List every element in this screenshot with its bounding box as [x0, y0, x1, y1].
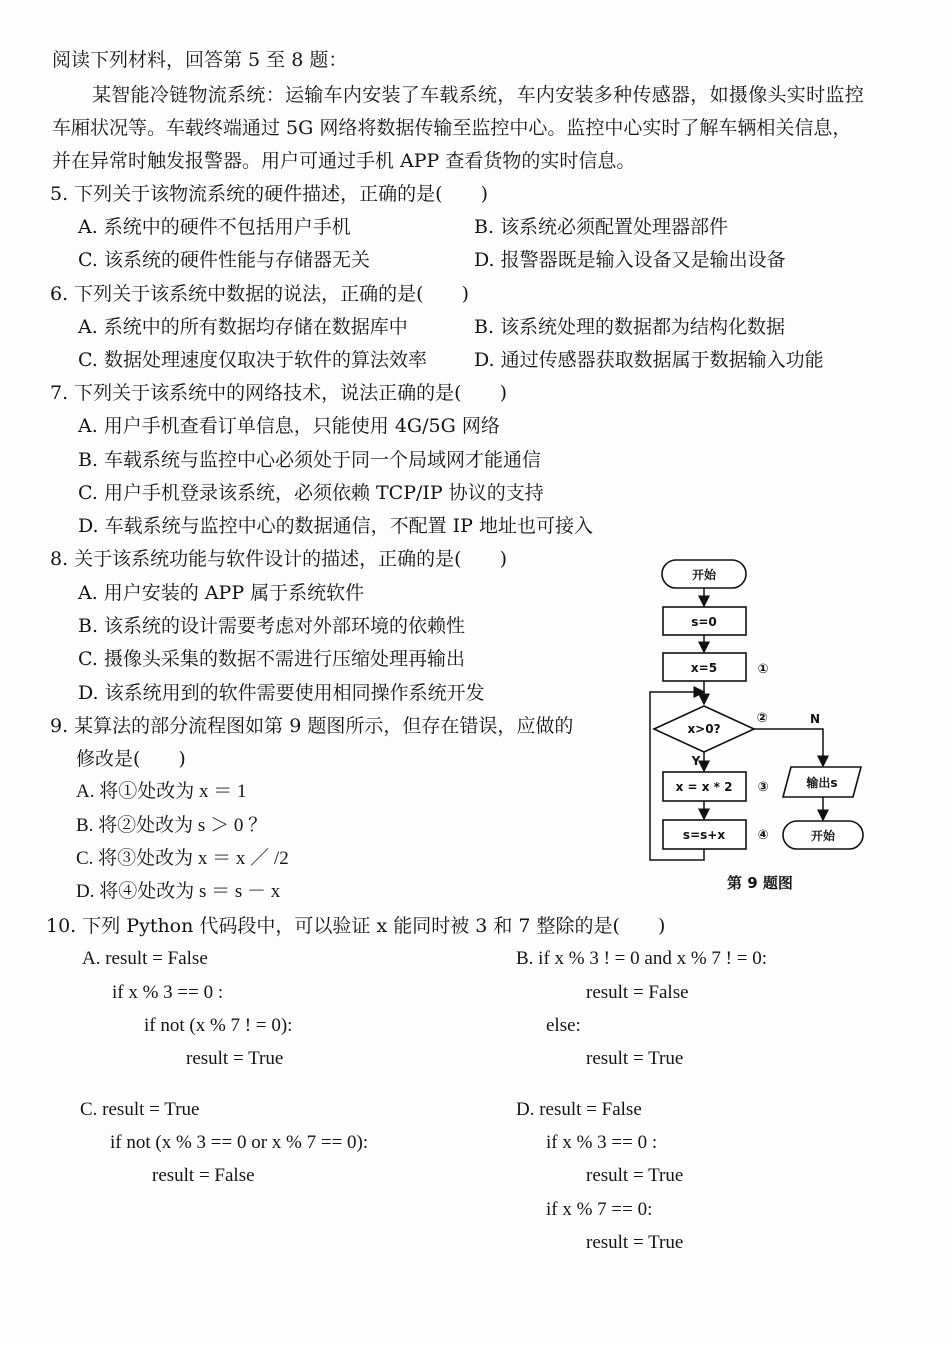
flowchart-no-label: N — [809, 712, 821, 726]
question-6-option-d: D. 通过传感器获取数据属于数据输入功能 — [474, 349, 824, 371]
question-5-option-a: A. 系统中的硬件不包括用户手机 — [78, 216, 351, 238]
question-10-option-b-code: B. if x % 3 ! = 0 and x % 7 ! = 0: — [516, 948, 767, 969]
question-10-option-a-code: result = True — [186, 1048, 284, 1069]
flowchart-x-init-label: x=5 — [690, 661, 718, 675]
flowchart-caption: 第 9 题图 — [727, 874, 793, 892]
question-7-option-d: D. 车载系统与监控中心的数据通信，不配置 IP 地址也可接入 — [78, 515, 594, 537]
flowchart-s-init-label: s=0 — [691, 615, 717, 629]
question-9-stem: 9. 某算法的部分流程图如第 9 题图所示，但存在错误，应做的 — [50, 715, 574, 737]
flowchart-start-label: 开始 — [691, 568, 717, 582]
question-9-option-a: A. 将①处改为 x ＝ 1 — [76, 781, 247, 802]
question-6-option-c: C. 数据处理速度仅取决于软件的算法效率 — [78, 349, 427, 371]
question-9-option-d: D. 将④处改为 s ＝ s － x — [76, 881, 281, 902]
flowchart-no-arrow — [754, 729, 823, 766]
question-10-option-d-code: if x % 3 == 0 : — [546, 1132, 658, 1153]
question-5-option-c: C. 该系统的硬件性能与存储器无关 — [78, 249, 370, 271]
question-10-option-a-code: A. result = False — [82, 948, 208, 969]
flowchart-accumulate-label: s=s+x — [682, 828, 726, 842]
question-10-option-d-code: result = True — [586, 1232, 684, 1253]
question-10-option-c-code: if not (x % 3 == 0 or x % 7 == 0): — [110, 1132, 369, 1153]
question-8-option-b: B. 该系统的设计需要考虑对外部环境的依赖性 — [78, 615, 466, 637]
flowchart-yes-label: Y — [691, 754, 701, 768]
question-6-option-b: B. 该系统处理的数据都为结构化数据 — [474, 316, 786, 338]
flowchart-output-label: 输出s — [806, 776, 838, 790]
passage-line: 并在异常时触发报警器。用户可通过手机 APP 查看货物的实时信息。 — [52, 150, 636, 172]
question-7-option-c: C. 用户手机登录该系统，必须依赖 TCP/IP 协议的支持 — [78, 482, 544, 504]
passage-line: 某智能冷链物流系统：运输车内安装了车载系统，车内安装多种传感器，如摄像头实时监控 — [92, 84, 865, 106]
question-8-stem: 8. 关于该系统功能与软件设计的描述，正确的是( ) — [50, 548, 507, 570]
question-10-option-d-code: D. result = False — [516, 1099, 642, 1120]
question-9-stem-continued: 修改是( ) — [76, 748, 186, 770]
question-6-stem: 6. 下列关于该系统中数据的说法，正确的是( ) — [50, 283, 469, 305]
question-10-option-c-code: result = False — [152, 1165, 255, 1186]
question-9-option-b: B. 将②处改为 s ＞ 0 ？ — [76, 815, 268, 836]
question-7-option-b: B. 车载系统与监控中心必须处于同一个局域网才能通信 — [78, 449, 542, 471]
flowchart-marker-2: ② — [756, 711, 768, 726]
question-5-option-b: B. 该系统必须配置处理器部件 — [474, 216, 729, 238]
question-10-option-a-code: if not (x % 7 ! = 0): — [144, 1015, 293, 1036]
question-7-stem: 7. 下列关于该系统中的网络技术，说法正确的是( ) — [50, 382, 507, 404]
question-10-option-b-code: result = True — [586, 1048, 684, 1069]
flowchart-marker-4: ④ — [757, 828, 769, 843]
question-10-option-a-code: if x % 3 == 0 : — [112, 982, 224, 1003]
question-5-stem: 5. 下列关于该物流系统的硬件描述，正确的是( ) — [50, 183, 488, 205]
passage-heading: 阅读下列材料，回答第 5 至 8 题： — [52, 49, 348, 71]
question-8-option-a: A. 用户安装的 APP 属于系统软件 — [78, 582, 365, 604]
question-10-option-b-code: result = False — [586, 982, 689, 1003]
question-9-option-c: C. 将③处改为 x ＝ x ／ /2 — [76, 848, 289, 869]
flowchart-decision-label: x>0? — [687, 722, 721, 736]
question-10-option-b-code: else: — [546, 1015, 581, 1036]
flowchart-multiply-label: x = x * 2 — [675, 780, 733, 794]
question-10-option-d-code: if x % 7 == 0: — [546, 1199, 653, 1220]
question-5-option-d: D. 报警器既是输入设备又是输出设备 — [474, 249, 786, 271]
question-7-option-a: A. 用户手机查看订单信息，只能使用 4G/5G 网络 — [78, 415, 500, 437]
flowchart-marker-3: ③ — [757, 780, 769, 795]
passage-line: 车厢状况等。车载终端通过 5G 网络将数据传输至监控中心。监控中心实时了解车辆相关信息， — [52, 117, 852, 139]
question-10-option-d-code: result = True — [586, 1165, 684, 1186]
question-6-option-a: A. 系统中的所有数据均存储在数据库中 — [78, 316, 408, 338]
flowchart-marker-1: ① — [757, 662, 769, 677]
question-10-option-c-code: C. result = True — [80, 1099, 200, 1120]
question-8-option-c: C. 摄像头采集的数据不需进行压缩处理再输出 — [78, 648, 465, 670]
question-8-option-d: D. 该系统用到的软件需要使用相同操作系统开发 — [78, 682, 485, 704]
flowchart-end-label: 开始 — [810, 829, 836, 843]
question-10-stem: 10. 下列 Python 代码段中，可以验证 x 能同时被 3 和 7 整除的是( ) — [46, 915, 666, 937]
